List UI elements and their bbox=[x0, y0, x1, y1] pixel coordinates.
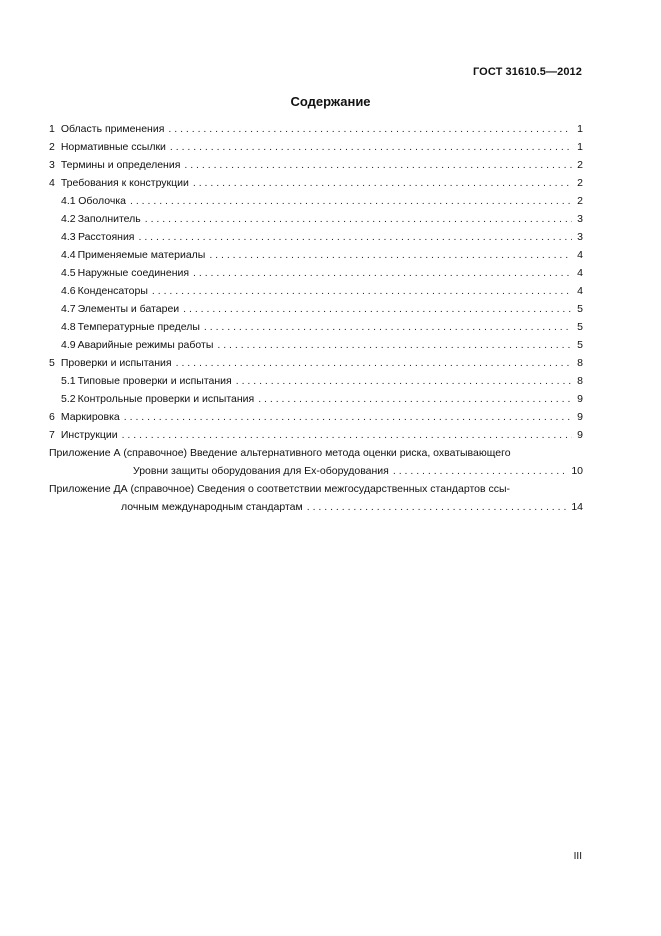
dot-leader bbox=[193, 174, 572, 192]
toc-entry[interactable] bbox=[49, 372, 583, 390]
toc-entry[interactable] bbox=[49, 336, 583, 354]
dot-leader bbox=[176, 354, 572, 372]
toc-entry-number: 3 bbox=[49, 159, 55, 171]
toc-entry-title: Типовые проверки и испытания bbox=[77, 375, 232, 387]
dot-leader bbox=[183, 300, 572, 318]
toc-entry-page: 2 bbox=[577, 177, 583, 189]
toc-entry-title: Требования к конструкции bbox=[60, 177, 189, 189]
toc-entry-number: 5.2 bbox=[61, 393, 76, 405]
toc-entry[interactable] bbox=[49, 354, 583, 372]
toc-entry[interactable] bbox=[49, 264, 583, 282]
appendix-title-continuation: Уровни защиты оборудования для Ex-оборудования bbox=[133, 465, 389, 477]
toc-entry[interactable] bbox=[49, 318, 583, 336]
toc-entry-page: 9 bbox=[577, 411, 583, 423]
toc-entry-number: 4.8 bbox=[61, 321, 76, 333]
toc-entry[interactable] bbox=[49, 300, 583, 318]
toc-entry-page: 5 bbox=[577, 321, 583, 333]
toc-title: Содержание bbox=[290, 94, 371, 109]
document-code: ГОСТ 31610.5—2012 bbox=[472, 66, 582, 78]
dot-leader bbox=[217, 336, 572, 354]
toc-entry[interactable] bbox=[49, 138, 583, 156]
toc-entry-number: 2 bbox=[49, 141, 55, 153]
toc-entry-number: 4 bbox=[49, 177, 55, 189]
toc-entry[interactable] bbox=[49, 120, 583, 138]
dot-leader bbox=[236, 372, 572, 390]
toc-entry-number: 4.5 bbox=[61, 267, 76, 279]
dot-leader bbox=[170, 138, 572, 156]
toc-entry-title: Маркировка bbox=[60, 411, 120, 423]
toc-entry-number: 7 bbox=[49, 429, 55, 441]
dot-leader bbox=[145, 210, 572, 228]
toc-entry-page: 1 bbox=[577, 141, 583, 153]
toc-entry-number: 5 bbox=[49, 357, 55, 369]
toc-appendix-a[interactable] bbox=[49, 444, 583, 480]
toc-entry-page: 4 bbox=[577, 267, 583, 279]
toc-entry[interactable] bbox=[49, 210, 583, 228]
toc-entry-number: 4.3 bbox=[61, 231, 76, 243]
toc-entry[interactable] bbox=[49, 246, 583, 264]
toc-entry-title: Инструкции bbox=[60, 429, 118, 441]
toc-entry-title: Конденсаторы bbox=[77, 285, 148, 297]
toc-entry-page: 2 bbox=[577, 195, 583, 207]
toc-appendix-da[interactable] bbox=[49, 480, 583, 516]
toc-entry-page: 5 bbox=[577, 303, 583, 315]
toc-entry[interactable] bbox=[49, 156, 583, 174]
toc-entry-page: 8 bbox=[577, 357, 583, 369]
toc-entry-number: 6 bbox=[49, 411, 55, 423]
toc-entry-page: 9 bbox=[577, 393, 583, 405]
dot-leader bbox=[168, 120, 572, 138]
toc-entry-title: Заполнитель bbox=[77, 213, 141, 225]
toc-entry-page: 2 bbox=[577, 159, 583, 171]
toc-entry-title: Контрольные проверки и испытания bbox=[77, 393, 255, 405]
toc-entry-title: Нормативные ссылки bbox=[60, 141, 166, 153]
dot-leader bbox=[152, 282, 572, 300]
toc-entry-page: 1 bbox=[577, 123, 583, 135]
toc-entry-page: 14 bbox=[571, 501, 583, 513]
toc-entry-title: Наружные соединения bbox=[77, 267, 190, 279]
toc-entry-number: 4.9 bbox=[61, 339, 76, 351]
toc-entry[interactable] bbox=[49, 228, 583, 246]
toc-entry-title: Проверки и испытания bbox=[60, 357, 172, 369]
appendix-title-line: Приложение А (справочное) Введение альтернативного метода оценки риска, охватывающего bbox=[49, 447, 511, 459]
dot-leader bbox=[139, 228, 573, 246]
toc-entry-number: 4.4 bbox=[61, 249, 76, 261]
toc-entry-page: 3 bbox=[577, 213, 583, 225]
dot-leader bbox=[184, 156, 572, 174]
table-of-contents bbox=[49, 120, 583, 516]
dot-leader bbox=[307, 498, 569, 516]
toc-entry-page: 4 bbox=[577, 249, 583, 261]
dot-leader bbox=[122, 426, 572, 444]
toc-entry-page: 3 bbox=[577, 231, 583, 243]
dot-leader bbox=[204, 318, 572, 336]
toc-entry-title: Область применения bbox=[60, 123, 165, 135]
toc-entry-number: 4.6 bbox=[61, 285, 76, 297]
appendix-title-line: Приложение ДА (справочное) Сведения о соответствии межгосударственных стандартов ссы- bbox=[49, 483, 511, 495]
toc-entry[interactable] bbox=[49, 390, 583, 408]
toc-entry[interactable] bbox=[49, 426, 583, 444]
dot-leader bbox=[393, 462, 568, 480]
dot-leader bbox=[130, 192, 572, 210]
toc-entry-page: 10 bbox=[571, 465, 583, 477]
page-number: III bbox=[573, 851, 582, 862]
toc-entry-title: Термины и определения bbox=[60, 159, 181, 171]
dot-leader bbox=[124, 408, 572, 426]
toc-entry-title: Температурные пределы bbox=[77, 321, 200, 333]
toc-entry-number: 4.7 bbox=[61, 303, 76, 315]
dot-leader bbox=[258, 390, 572, 408]
appendix-title-continuation: лочным международным стандартам bbox=[121, 501, 303, 513]
toc-entry-number: 4.1 bbox=[61, 195, 76, 207]
toc-entry-page: 8 bbox=[577, 375, 583, 387]
toc-entry-title: Элементы и батареи bbox=[77, 303, 180, 315]
toc-entry-page: 9 bbox=[577, 429, 583, 441]
toc-entry[interactable] bbox=[49, 174, 583, 192]
toc-entry-number: 4.2 bbox=[61, 213, 76, 225]
toc-entry-number: 1 bbox=[49, 123, 55, 135]
toc-entry[interactable] bbox=[49, 408, 583, 426]
toc-entry-number: 5.1 bbox=[61, 375, 76, 387]
toc-entry-page: 4 bbox=[577, 285, 583, 297]
toc-entry-title: Оболочка bbox=[78, 195, 127, 207]
toc-entry[interactable] bbox=[49, 192, 583, 210]
toc-entry-title: Расстояния bbox=[77, 231, 135, 243]
toc-entry-title: Применяемые материалы bbox=[77, 249, 206, 261]
toc-entry-title: Аварийные режимы работы bbox=[77, 339, 214, 351]
toc-entry-page: 5 bbox=[577, 339, 583, 351]
toc-entry[interactable] bbox=[49, 282, 583, 300]
dot-leader bbox=[209, 246, 572, 264]
dot-leader bbox=[193, 264, 572, 282]
